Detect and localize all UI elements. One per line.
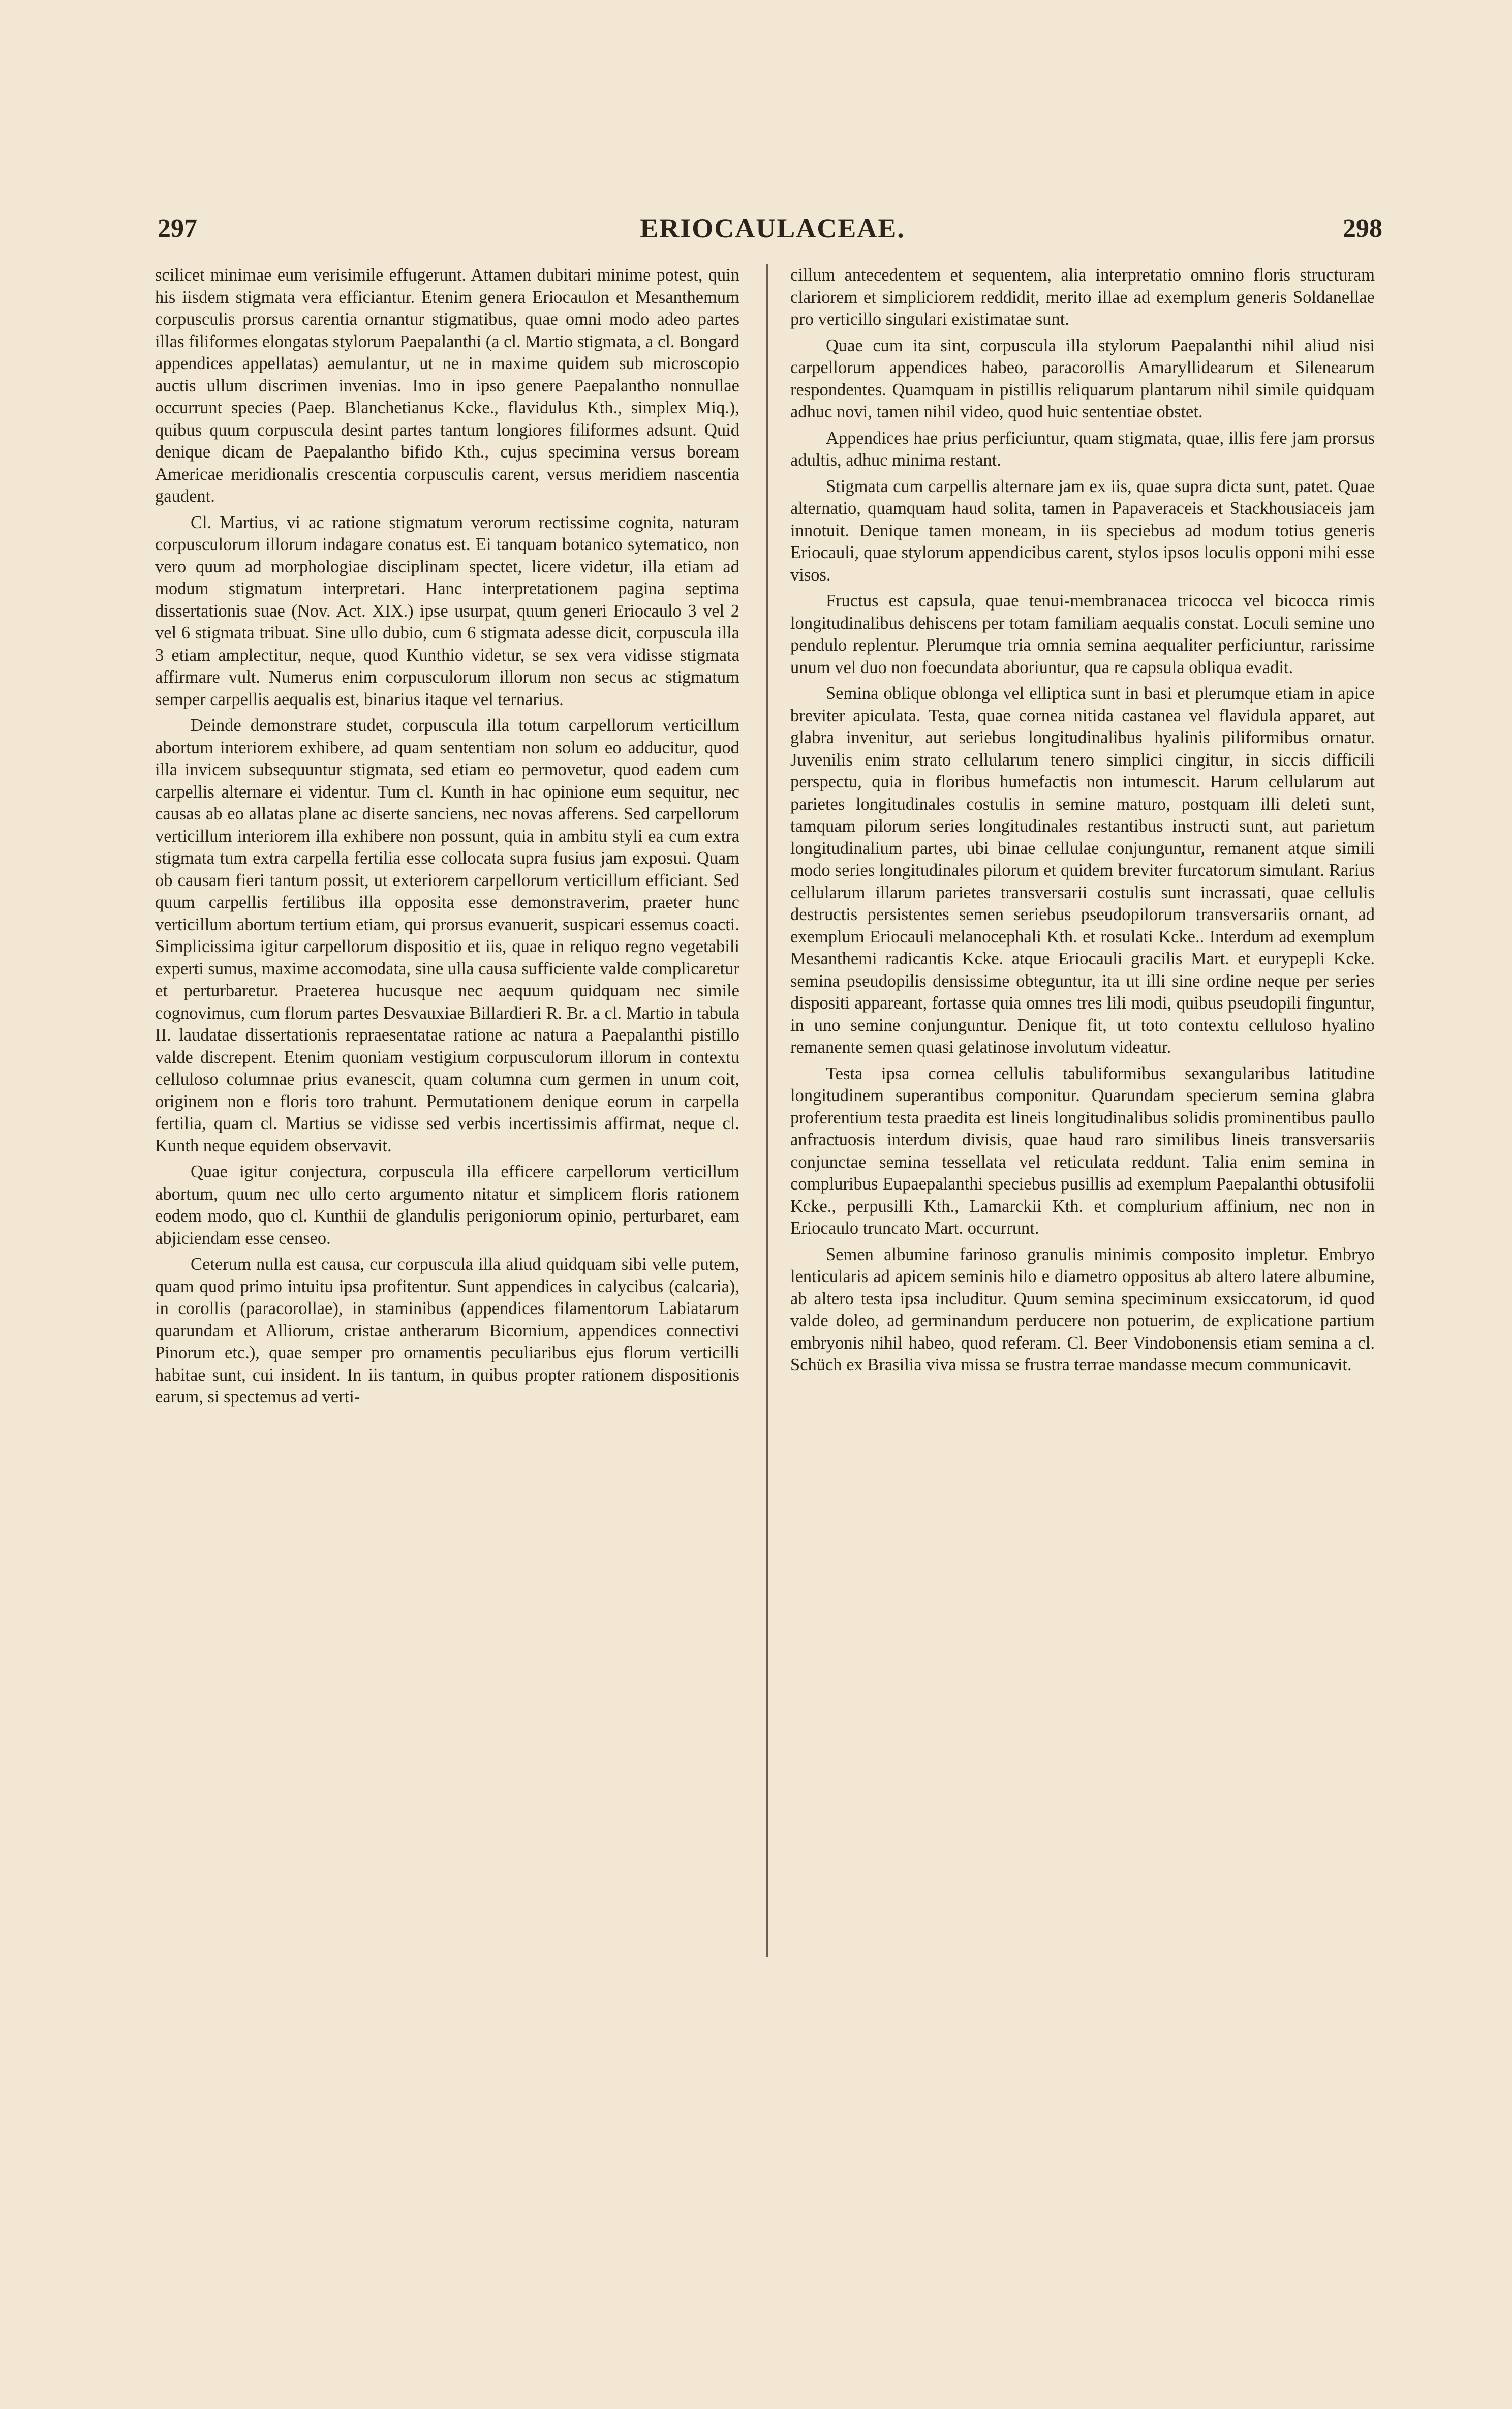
paragraph: Ceterum nulla est causa, cur corpuscula illa aliud quidquam sibi velle putem, quam quod primo intuitu ipsa profitentur. Sunt appendices in calycibus (calcaria), in corollis (paracorollae), in staminibus (appendices filamentorum Labiatarum quarundam et Alliorum, cristae antherarum Bicornium, appendices connectivi Pinorum etc.), quae semper pro ornamentis peculiaribus ejus florum verticilli habitae sunt, cui insident. In iis tantum, in quibus propter rationem dispositionis earum, si spectemus ad verti- [155, 1255, 739, 1407]
running-header [152, 203, 1393, 259]
paragraph: Semen albumine farinoso granulis minimis composito impletur. Embryo lenticularis ad apicem seminis hilo e diametro oppositus ab altero latere albumine, ab altero testa ipsa includitur. Quum semina speciminum exsiccatorum, id quod valde doleo, ad germinandum perducere non potuerim, de explicatione partium embryonis nihil habeo, quod referam. Cl. Beer Vindobonensis etiam semina a cl. Schüch ex Brasilia viva missa se frustra terrae mandasse mecum communicavit. [790, 1244, 1375, 1375]
running-title: ERIOCAULACEAE. [640, 213, 905, 243]
paragraph: Deinde demonstrare studet, corpuscula illa totum carpellorum verticillum abortum interiorem exhibere, ad quam sententiam non solum eo adducitur, quod illa invicem subsequuntur stigmata, sed etiam eo permovetur, quod eadem cum carpellis alternare ei videntur. Tum cl. Kunth in hac opinione eum sequitur, nec causas ab eo allatas plane ac diserte sanciens, nec novas afferens. Sed carpellorum verticillum interiorem illa exhibere non possunt, quia in ambitu styli ea cum extra stigmata tum extra carpella fertilia esse collocata supra fusius jam exposui. Quam ob causam fieri tantum possit, ut exteriorem carpellorum verticillum efficiant. Sed quum carpellis fertilibus illa opposita esse demonstraverim, praeter hunc verticillum abortum tertium etiam, qui prorsus evanuerit, suspicari essemus coacti. Simplicissima igitur carpellorum dispositio et iis, quae in reliquo regno vegetabili experti sumus, maxime accomodata, sine ulla causa sufficiente valde complicaretur et perturbaretur. Praeterea hucusque nec aequum quidquam nec simile cognovimus, cum florum partes Desvauxiae Billardieri R. Br. a cl. Martio in tabula II. laudatae dissertationis repraesentatae ratione ac natura a Paepalanthi pistillo valde discrepent. Etenim quoniam vestigium corpusculorum illorum in contextu celluloso columnae prius evanescit, quam columna cum germen in unum coit, originem non e floris toro trahunt. Permutationem denique eorum in carpella fertilia, quam cl. Martius se vidisse sed verbis incertissimis affirmat, neque cl. Kunth neque equidem observavit. [155, 716, 739, 1155]
paragraph: Semina oblique oblonga vel elliptica sunt in basi et plerumque etiam in apice breviter apiculata. Testa, quae cornea nitida castanea vel flavidula apparet, aut glabra invenitur, aut seriebus longitudinalibus hyalinis piliformibus ornatur. Juvenilis enim strato cellularum tenero simplici cingitur, in siccis difficili perspectu, quia in floribus humefactis non intumescit. Harum cellularum aut parietes longitudinales costulis in semine maturo, postquam illi deleti sunt, tamquam pilorum series longitudinales restantibus instructi sunt, aut parietum longitudinalium partes, ubi binae cellulae conjunguntur, remanent atque simili modo series longitudinales pilorum et quidem breviter furcatorum simulant. Rarius cellularum illarum parietes transversarii costulis sunt incrassati, quae cellulis destructis persistentes semen seriebus pseudopilorum transversariis ornant, ad exemplum Eriocauli melanocephali Kth. et rosulati Kcke.. Interdum ad exemplum Mesanthemi radicantis Kcke. atque Eriocauli gracilis Mart. et eurypepli Kcke. semina pseudopilis densissime obteguntur, ita ut illi sine ordine neque per series dispositi appareant, fortasse quia omnes tres lili modi, quibus pseudopili finguntur, in uno semine conjunguntur. Denique fit, ut toto contextu celluloso hyalino remanente semen quasi gelatinose involutum videatur. [790, 684, 1375, 1057]
left-column [155, 264, 739, 1993]
page-number-left: 297 [158, 214, 197, 243]
column-divider [766, 264, 768, 1957]
paragraph: Fructus est capsula, quae tenui-membranacea tricocca vel bicocca rimis longitudinalibus dehiscens per totam familiam aequalis constat. Loculi semine uno pendulo replentur. Plerumque tria omnia semina aequaliter perficiuntur, rarissime unum vel duo non foecundata aboriuntur, qua re capsula obliqua evadit. [790, 591, 1375, 677]
paragraph: Quae cum ita sint, corpuscula illa stylorum Paepalanthi nihil aliud nisi carpellorum appendices habeo, paracorollis Amaryllidearum et Silenearum respondentes. Quamquam in pistillis reliquarum plantarum nihil simile quidquam adhuc novi, tamen nihil video, quod huic sententiae obstet. [790, 336, 1375, 421]
paragraph: Appendices hae prius perficiuntur, quam stigmata, quae, illis fere jam prorsus adultis, adhuc minima restant. [790, 428, 1375, 470]
paragraph: Quae igitur conjectura, corpuscula illa efficere carpellorum verticillum abortum, quum nec ullo certo argumento nitatur et simplicem floris rationem eodem modo, quo cl. Kunthii de glandulis perigoniorum opinio, perturbaret, eam abjiciendam esse censeo. [155, 1162, 739, 1248]
paragraph: Testa ipsa cornea cellulis tabuliformibus sexangularibus latitudine longitudinem superantibus componitur. Quarundam specierum semina glabra proferentium testa praedita est lineis longitudinalibus solidis prominentibus paullo anfractuosis interdum divisis, quae haud raro similibus lineis transversariis conjunctae semina tessellata vel reticulata reddunt. Talia enim semina in compluribus Eupaepalanthi speciebus pusillis ad exemplum Paepalanthi obtusifolii Kcke., perpusilli Kth., Lamarckii Kth. et complurium affinium, nec non in Eriocaulo truncato Mart. occurrunt. [790, 1063, 1375, 1238]
paragraph: Cl. Martius, vi ac ratione stigmatum verorum rectissime cognita, naturam corpusculorum illorum indagare conatus est. Ei tanquam botanico sytematico, non vero quum ad morphologiae disciplinam spectet, licere videtur, illa etiam ad modum stigmatum interpretari. Hanc interpretationem pagina septima dissertationis suae (Nov. Act. XIX.) ipse usurpat, quum generi Eriocaulo 3 vel 2 vel 6 stigmata tribuat. Sine ullo dubio, cum 6 stigmata adesse dicit, corpuscula illa 3 etiam amplectitur, neque, quod Kunthio videtur, se sex vera vidisse stigmata affirmare vult. Numerus enim corpusculorum illorum non secus ac stigmatum semper carpellis aequalis est, binarius itaque vel ternarius. [155, 512, 739, 709]
paragraph: cillum antecedentem et sequentem, alia interpretatio omnino floris structuram clariorem et simpliciorem reddidit, merito illae ad exemplum generis Soldanellae pro verticillo singulari existimatae sunt. [790, 265, 1375, 329]
paragraph: scilicet minimae eum verisimile effugerunt. Attamen dubitari minime potest, quin his iisdem stigmata vera efficiantur. Etenim genera Eriocaulon et Mesanthemum corpusculis prorsus carentia ornantur stigmatibus, quae omni modo adeo partes illas filiformes elongatas stylorum Paepalanthi (a cl. Martio stigmata, a cl. Bongard appendices appellatas) aemulantur, ut ne in maxime quidem sub microscopio auctis ullum discrimen invenias. Imo in ipso genere Paepalantho nonnullae occurrunt species (Paep. Blanchetianus Kcke., flavidulus Kth., simplex Miq.), quibus quum corpuscula desint partes tantum longiores filiformes adsunt. Quid denique dicam de Paepalantho bifido Kth., cujus specimina versus boream Americae meridionalis crescentia corpusculis carent, versus meridiem nascentia gaudent. [155, 265, 739, 506]
right-column [790, 264, 1375, 1993]
paragraph: Stigmata cum carpellis alternare jam ex iis, quae supra dicta sunt, patet. Quae alternatio, quamquam haud solita, tamen in Papaveraceis et Stackhousiaceis jam innotuit. Denique tamen moneam, in iis speciebus ad modum totius generis Eriocauli, quae stylorum appendicibus carent, stylos ipsos loculis opponi mihi esse visos. [790, 476, 1375, 585]
page-number-right: 298 [1343, 214, 1382, 243]
